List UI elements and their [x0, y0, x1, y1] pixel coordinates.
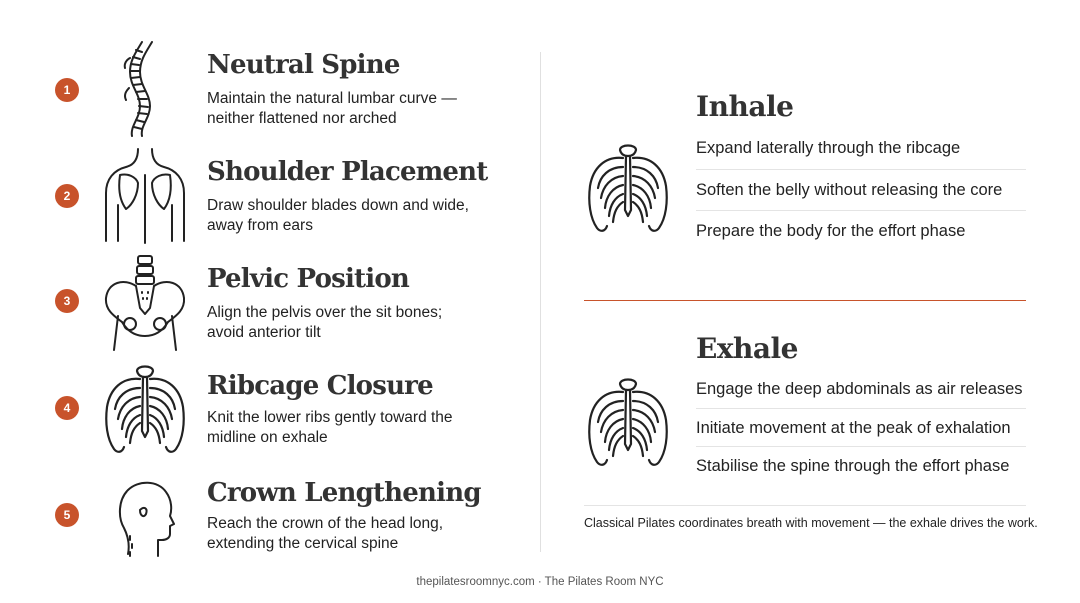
- head-profile-icon: [100, 466, 190, 566]
- step-badge: 3: [55, 289, 79, 313]
- exhale-title: Exhale: [696, 332, 798, 365]
- principle-title: Ribcage Closure: [207, 371, 433, 401]
- footer-credit: thepilatesroomnyc.com · The Pilates Room NYC: [416, 576, 664, 588]
- list-item: Expand laterally through the ribcage: [696, 128, 1026, 170]
- list-item: Initiate movement at the peak of exhalation: [696, 409, 1026, 448]
- exhale-list: [696, 370, 1026, 486]
- principle-description: Align the pelvis over the sit bones; avoid anterior tilt: [207, 304, 443, 341]
- section-divider: [584, 300, 1026, 301]
- footnote: Classical Pilates coordinates breath with movement — the exhale drives the work.: [584, 516, 1038, 530]
- step-badge: 5: [55, 503, 79, 527]
- pelvis-icon: [100, 252, 190, 352]
- principle-title: Shoulder Placement: [207, 157, 488, 187]
- principle-neutral-spine: [0, 38, 540, 138]
- list-item: Stabilise the spine through the effort phase: [696, 457, 1010, 475]
- list-item: Engage the deep abdominals as air releases: [696, 370, 1026, 409]
- list-item: Prepare the body for the effort phase: [696, 222, 966, 240]
- principle-crown-lengthening: [0, 466, 540, 566]
- principle-title: Pelvic Position: [207, 264, 409, 294]
- principle-description: Reach the crown of the head long, extending the cervical spine: [207, 515, 444, 552]
- inhale-list: [696, 128, 1026, 253]
- principle-description: Draw shoulder blades down and wide, away from ears: [207, 197, 469, 234]
- step-badge: 2: [55, 184, 79, 208]
- principle-description: Knit the lower ribs gently toward the midline on exhale: [207, 409, 453, 446]
- principle-ribcage-closure: [0, 359, 540, 459]
- note-divider: [584, 505, 1026, 506]
- principle-pelvic-position: [0, 252, 540, 352]
- principle-description: Maintain the natural lumbar curve — neither flattened nor arched: [207, 90, 457, 127]
- step-badge: 1: [55, 78, 79, 102]
- shoulder-blades-icon: [100, 145, 190, 245]
- principle-title: Neutral Spine: [207, 50, 400, 80]
- ribcage-icon: [582, 140, 674, 240]
- column-divider: [540, 52, 541, 552]
- ribcage-icon: [582, 374, 674, 474]
- list-item: Soften the belly without releasing the core: [696, 170, 1026, 212]
- principle-shoulder-placement: [0, 145, 540, 245]
- principles-column: [0, 0, 540, 560]
- principle-title: Crown Lengthening: [207, 478, 481, 508]
- spine-icon: [100, 38, 190, 138]
- inhale-title: Inhale: [696, 90, 794, 123]
- ribcage-icon: [100, 361, 190, 461]
- step-badge: 4: [55, 396, 79, 420]
